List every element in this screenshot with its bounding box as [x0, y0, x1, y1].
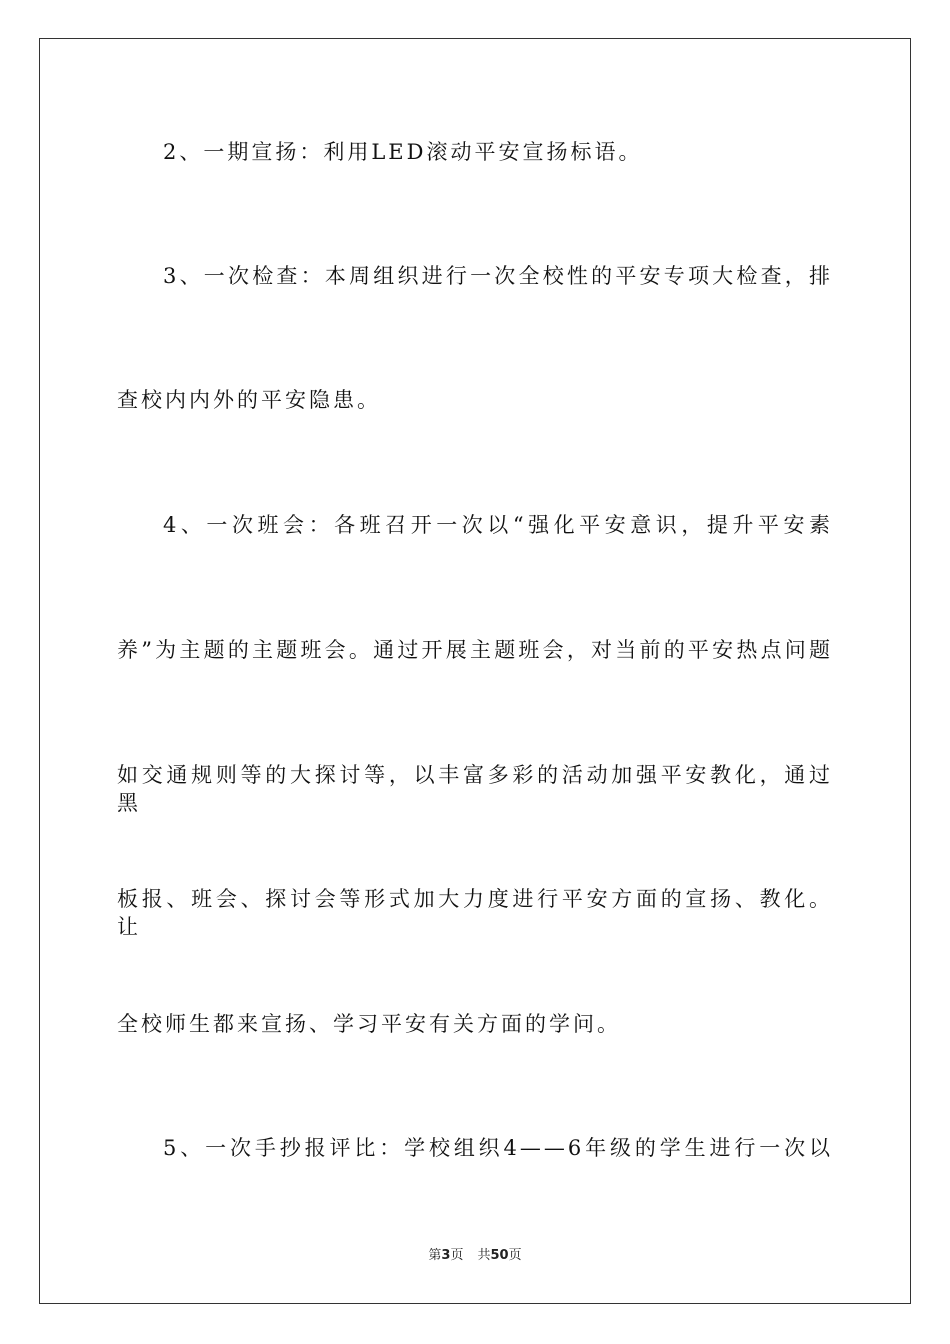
footer-total-pages: 50 [490, 1248, 509, 1263]
paragraph-line-5: 养”为主题的主题班会。通过开展主题班会，对当前的平安热点问题 [117, 638, 833, 662]
paragraph-line-7: 板报、班会、探讨会等形式加大力度进行平安方面的宣扬、教化。让 [117, 887, 833, 939]
paragraph-line-8: 全校师生都来宣扬、学习平安有关方面的学问。 [117, 1012, 621, 1036]
page-footer [0, 1247, 950, 1265]
paragraph-line-4: 4、一次班会：各班召开一次以“强化平安意识，提升平安素 [163, 513, 833, 537]
paragraph-line-9: 5、一次手抄报评比：学校组织4——6年级的学生进行一次以 [163, 1136, 833, 1160]
footer-page-number: 3 [441, 1248, 451, 1263]
paragraph-line-3: 查校内内外的平安隐患。 [117, 388, 381, 412]
paragraph-line-1: 2、一期宣扬：利用LED滚动平安宣扬标语。 [163, 140, 643, 164]
footer-total-prefix: 共 [477, 1248, 491, 1263]
footer-total-suffix: 页 [508, 1248, 522, 1263]
page-border [39, 38, 911, 1304]
footer-page-suffix: 页 [450, 1248, 464, 1263]
paragraph-line-2: 3、一次检查：本周组织进行一次全校性的平安专项大检查，排 [163, 264, 833, 288]
paragraph-line-6: 如交通规则等的大探讨等，以丰富多彩的活动加强平安教化，通过黑 [117, 763, 833, 815]
footer-page-prefix: 第 [428, 1248, 442, 1263]
